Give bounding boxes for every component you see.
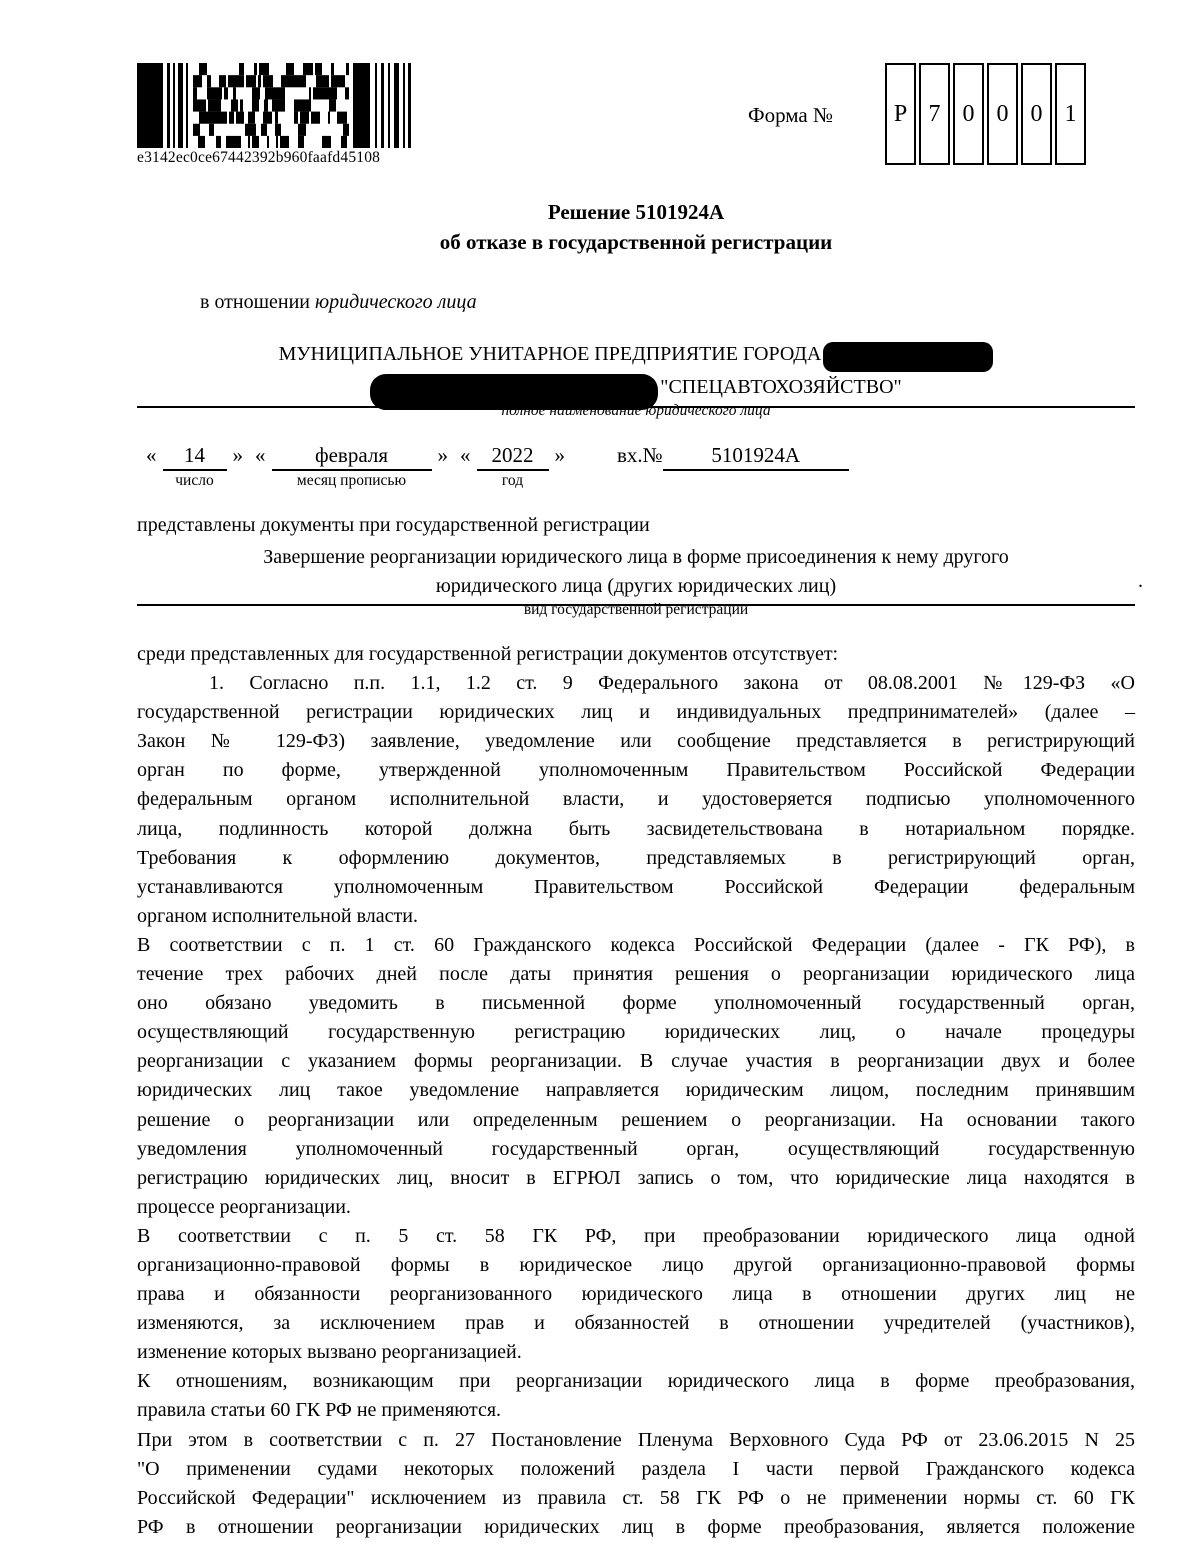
body-line: реорганизации с указанием формы реорганизации. В случае участия в реорганизации двух и более <box>137 1050 1135 1073</box>
registration-type-caption: вид государственной регистрации <box>523 601 749 618</box>
entity-name-line1 <box>137 339 1135 369</box>
barcode-block <box>137 63 411 167</box>
barcode-caption: e3142ec0ce67442392b960faafd45108 <box>137 149 381 166</box>
incoming-number-label: вх.№ <box>617 443 663 467</box>
form-code-cell: 1 <box>1055 63 1086 165</box>
paragraph <box>137 1367 1135 1425</box>
body-line: "О применении судами некоторых положений раздела I части первой Гражданского кодекса <box>137 1457 1135 1480</box>
form-code-cell: Р <box>885 63 916 165</box>
body-line: изменяются, за исключением прав и обязанностей в отношении учредителей (участников), <box>137 1312 1135 1335</box>
title-line1: Решение 5101924А <box>547 200 725 224</box>
body-line: среди представленных для государственной регистрации документов отсутствует: <box>137 643 839 665</box>
body-line: изменение которых вызвано реорганизацией. <box>137 1341 522 1364</box>
quote-open: « <box>255 443 266 467</box>
form-code-cell: 0 <box>987 63 1018 165</box>
year-value: 2022 <box>491 443 534 467</box>
form-code-cell: 0 <box>953 63 984 165</box>
quote-open: « <box>460 443 471 467</box>
paragraph <box>137 640 1135 669</box>
body-line: уведомления уполномоченный государственный орган, осуществляющий государственную <box>137 1137 1135 1160</box>
incoming-number-field <box>663 443 849 471</box>
subject-entity-type: юридического лица <box>315 291 477 313</box>
body-line: В соответствии с п. 5 ст. 58 ГК РФ, при преобразовании юридического лица одной <box>137 1224 1135 1247</box>
form-code-cell: 7 <box>919 63 950 165</box>
day-label: число <box>175 472 214 489</box>
body-line: государственной регистрации юридических лиц и индивидуальных предпринимателей» (далее – <box>137 701 1135 724</box>
entity-name-caption: полное наименование юридического лица <box>501 402 771 419</box>
document-title <box>137 197 1135 257</box>
registration-type-block <box>137 543 1143 606</box>
body-line: К отношениям, возникающим при реорганизации юридического лица в форме преобразования, <box>137 1370 1135 1393</box>
month-field <box>272 443 432 489</box>
body-line: лица, подлинность которой должна быть засвидетельствована в нотариальном порядке. <box>137 817 1135 840</box>
body-line: В соответствии с п. 1 ст. 60 Гражданского кодекса Российской Федерации (далее - ГК РФ), в <box>137 933 1135 956</box>
year-label: год <box>501 472 524 489</box>
body-line: федеральным органом исполнительной власти, и удостоверяется подписью уполномоченного <box>137 788 1135 811</box>
form-code-boxes <box>885 63 1086 165</box>
entity-name-line2-text: "СПЕЦАВТОХОЗЯЙСТВО" <box>660 375 902 398</box>
body-line: регистрацию юридических лиц, вносит в ЕГРЮЛ запись о том, что юридические лица находятся в <box>137 1166 1135 1189</box>
redaction-bar <box>823 342 993 372</box>
body-line: процессе реорганизации. <box>137 1195 351 1218</box>
body-line: Закон № 129-ФЗ) заявление, уведомление или сообщение представляется в регистрирующий <box>137 730 1135 753</box>
body-paragraphs <box>137 640 1135 1542</box>
quote-close: » <box>554 443 565 467</box>
quote-open: « <box>146 443 157 467</box>
body-line: правила статьи 60 ГК РФ не применяются. <box>137 1399 502 1422</box>
trailing-period: . <box>1138 570 1143 592</box>
entity-name-block <box>137 339 1135 408</box>
month-value: февраля <box>315 443 388 467</box>
body-line: организационно-правовой формы в юридическое лицо другой организационно-правовой формы <box>137 1253 1135 1276</box>
body-line: Российской Федерации" исключением из правила ст. 58 ГК РФ о не применении нормы ст. 60 ГК <box>137 1486 1135 1509</box>
body-line: юридических лиц такое уведомление направляется юридическим лицом, последним принявшим <box>137 1079 1135 1102</box>
entity-name-line2 <box>137 369 1135 405</box>
registration-type-line1: Завершение реорганизации юридического лица в форме присоединения к нему другого <box>263 546 1009 568</box>
registration-type-line2: юридического лица (других юридических лиц) <box>435 575 837 597</box>
body-line: Требования к оформлению документов, представляемых в регистрирующий орган, <box>137 846 1135 869</box>
body-line: орган по форме, утвержденной уполномоченным Правительством Российской Федерации <box>137 759 1135 782</box>
body-line: течение трех рабочих дней после даты принятия решения о реорганизации юридического лица <box>137 963 1135 986</box>
submitted-documents-label: представлены документы при государственной регистрации <box>137 514 650 536</box>
form-number-label: Форма № <box>748 103 834 127</box>
body-line: решение о реорганизации или определенным решением о реорганизации. На основании такого <box>137 1108 1135 1131</box>
day-field <box>163 443 227 489</box>
paragraph <box>137 931 1135 1222</box>
form-code-cell: 0 <box>1021 63 1052 165</box>
subject-prefix: в отношении <box>200 291 311 313</box>
entity-name-line1-text: МУНИЦИПАЛЬНОЕ УНИТАРНОЕ ПРЕДПРИЯТИЕ ГОРОДА <box>278 342 822 365</box>
paragraph <box>137 669 1135 931</box>
barcode-image <box>137 63 411 148</box>
body-line: При этом в соответствии с п. 27 Постановление Пленума Верховного Суда РФ от 23.06.2015 N 25 <box>137 1428 1135 1451</box>
body-line: 1. Согласно п.п. 1.1, 1.2 ст. 9 Федерального закона от 08.08.2001 №129-ФЗ «О <box>209 672 1135 695</box>
body-line: права и обязанности реорганизованного юридического лица в отношении других лиц не <box>137 1283 1135 1306</box>
day-value: 14 <box>184 443 205 467</box>
quote-close: » <box>232 443 243 467</box>
date-row <box>140 443 1138 489</box>
body-line: оно обязано уведомить в письменной форме уполномоченный государственный орган, <box>137 992 1135 1015</box>
paragraph <box>137 1222 1135 1367</box>
month-label: месяц прописью <box>296 472 407 489</box>
body-line: РФ в отношении реорганизации юридических лиц в форме преобразования, является положение <box>137 1515 1135 1538</box>
body-line: осуществляющий государственную регистрацию юридических лиц, о начале процедуры <box>137 1021 1135 1044</box>
body-line: органом исполнительной власти. <box>137 904 418 927</box>
quote-close: » <box>437 443 448 467</box>
paragraph <box>137 1426 1135 1542</box>
subject-line <box>200 291 477 314</box>
body-line: устанавливаются уполномоченным Правительством Российской Федерации федеральным <box>137 875 1135 898</box>
incoming-number-value: 5101924А <box>711 443 801 467</box>
title-line2: об отказе в государственной регистрации <box>439 230 833 254</box>
year-field <box>477 443 549 489</box>
